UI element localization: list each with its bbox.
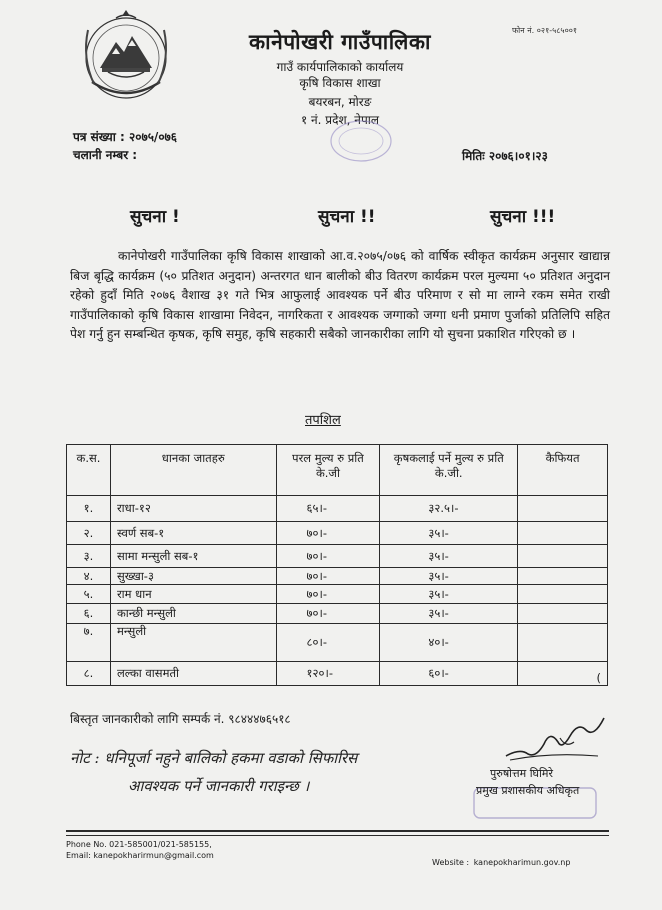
- cell-variety: राधा-१२: [110, 496, 276, 522]
- cell-farmer-price: ४०।-: [380, 624, 518, 662]
- table-header-row: [67, 445, 608, 496]
- table-row: [67, 624, 608, 662]
- cell-remarks: (: [518, 662, 608, 686]
- cell-cost-price: ८०।-: [276, 624, 380, 662]
- office-stamp-icon: [328, 118, 394, 164]
- footer-divider-thin: [66, 835, 609, 836]
- cell-sn: ४.: [67, 568, 111, 585]
- cell-farmer-price: ३५।-: [380, 585, 518, 604]
- office-type: गाउँ कार्यपालिकाको कार्यालय: [276, 60, 404, 74]
- cell-cost-price: ७०।-: [276, 545, 380, 568]
- cell-cost-price: ६५।-: [276, 496, 380, 522]
- cell-sn: ६.: [67, 604, 111, 624]
- cell-remarks: [518, 522, 608, 545]
- handwritten-note-line-2: आवश्यक पर्ने जानकारी गराइन्छ ।: [128, 777, 310, 795]
- cell-variety: राम धान: [110, 585, 276, 604]
- col-header-cost-price: परल मुल्य रु प्रति के.जी: [276, 445, 380, 496]
- cell-remarks: [518, 545, 608, 568]
- signature-icon: [500, 708, 610, 770]
- seed-price-table: [66, 444, 608, 686]
- cell-variety: कान्छी मन्सुली: [110, 604, 276, 624]
- footer-website-link[interactable]: kanepokharimun.gov.np: [473, 858, 571, 867]
- table-caption: तपशिल: [305, 413, 341, 428]
- signatory-name: पुरुषोत्तम घिमिरे: [490, 767, 553, 780]
- dispatch-number: चलानी नम्बर :: [73, 148, 138, 162]
- handwritten-note-line-1: नोट : धनिपूर्जा नहुने बालिको हकमा वडाको सिफारिस: [70, 749, 358, 767]
- table-row: [67, 496, 608, 522]
- col-header-variety: धानका जातहरु: [110, 445, 276, 496]
- footer-website: [432, 858, 570, 867]
- notice-body: कानेपोखरी गाउँपालिका कृषि विकास शाखाको आ.व.२०७५/०७६ को वार्षिक स्वीकृत कार्यक्रम अनुसार खाद्यान्न बिज बृद्धि कार्यक्रम (५० प्रतिशत अनुदान) अन्तरगत धान बालीको बीउ वितरण कार्यक्रम परल मुल्यमा ५० प्रतिशत अनुदान रहेको हुदाँ मिति २०७६ वैशाख ३१ गते भित्र आफुलाई आवश्यक पर्ने बीउ परिमाण र सो मा लाग्ने रकम समेत राखी गाउँपालिकाको कृषि विकास शाखामा निवेदन, नागरिकता र आवश्यक जग्गाको जग्गा धनी प्रमाण पुर्जाको प्रतिलिपि सहित पेश गर्नु हुन सम्बन्धित कृषक, कृषि समुह, कृषि सहकारी सबैको जानकारीका लागि यो सुचना प्रकाशित गरिएको छ ।: [70, 249, 610, 341]
- cell-sn: ३.: [67, 545, 111, 568]
- cell-remarks: [518, 568, 608, 585]
- col-header-farmer-price: कृषकलाई पर्ने मुल्य रु प्रति के.जी.: [380, 445, 518, 496]
- cell-remarks: [518, 496, 608, 522]
- cell-variety: स्वर्ण सब-१: [110, 522, 276, 545]
- table-row: [67, 585, 608, 604]
- cell-sn: २.: [67, 522, 111, 545]
- footer-email: Email: kanepokharirmun@gmail.com: [66, 851, 214, 860]
- cell-cost-price: ७०।-: [276, 568, 380, 585]
- cell-remarks: [518, 604, 608, 624]
- signatory-title: प्रमुख प्रशासकीय अधिकृत: [476, 784, 580, 797]
- cell-farmer-price: ३२.५।-: [380, 496, 518, 522]
- table-row: [67, 662, 608, 686]
- table-row: [67, 568, 608, 585]
- footer-website-label: Website :: [432, 858, 470, 867]
- cell-farmer-price: ६०।-: [380, 662, 518, 686]
- cell-farmer-price: ३५।-: [380, 568, 518, 585]
- phone-number: फोन नं. ०२१-५८५००१: [512, 26, 578, 35]
- notice-heading-3: सुचना !!!: [490, 207, 556, 227]
- col-header-remarks: कैफियत: [518, 445, 608, 496]
- cell-cost-price: १२०।-: [276, 662, 380, 686]
- reference-number: पत्र संख्या : २०७५/०७६: [73, 130, 178, 144]
- cell-farmer-price: ३५।-: [380, 604, 518, 624]
- footer-phone: Phone No. 021-585001/021-585155,: [66, 840, 212, 849]
- cell-remarks: [518, 624, 608, 662]
- footer-divider: [66, 830, 609, 832]
- cell-sn: ५.: [67, 585, 111, 604]
- cell-cost-price: ७०।-: [276, 585, 380, 604]
- table-row: [67, 522, 608, 545]
- cell-variety: सामा मन्सुली सब-१: [110, 545, 276, 568]
- cell-sn: १.: [67, 496, 111, 522]
- cell-farmer-price: ३५।-: [380, 545, 518, 568]
- office-name: कानेपोखरी गाउँपालिका: [249, 30, 431, 54]
- cell-cost-price: ७०।-: [276, 522, 380, 545]
- cell-variety: लल्का वासमती: [110, 662, 276, 686]
- cell-variety: सुख्खा-३: [110, 568, 276, 585]
- nepal-emblem-icon: [72, 8, 180, 108]
- notice-heading-1: सुचना !: [130, 207, 180, 227]
- letter-date: मितिः २०७६।०१।२३: [462, 149, 548, 163]
- table-row: [67, 545, 608, 568]
- cell-farmer-price: ३५।-: [380, 522, 518, 545]
- branch-name: कृषि विकास शाखा: [299, 76, 381, 90]
- table-row: [67, 604, 608, 624]
- cell-remarks: [518, 585, 608, 604]
- cell-sn: ७.: [67, 624, 111, 662]
- cell-variety: मन्सुली: [110, 624, 276, 662]
- contact-line: बिस्तृत जानकारीको लागि सम्पर्क नं. ९८४४४७६५१८: [70, 712, 291, 726]
- col-header-sn: क.स.: [67, 445, 111, 496]
- cell-cost-price: ७०।-: [276, 604, 380, 624]
- notice-heading-2: सुचना !!: [318, 207, 376, 227]
- province: १ नं. प्रदेश, नेपाल: [300, 113, 380, 127]
- office-address: बयरबन, मोरङ: [308, 95, 372, 109]
- cell-sn: ८.: [67, 662, 111, 686]
